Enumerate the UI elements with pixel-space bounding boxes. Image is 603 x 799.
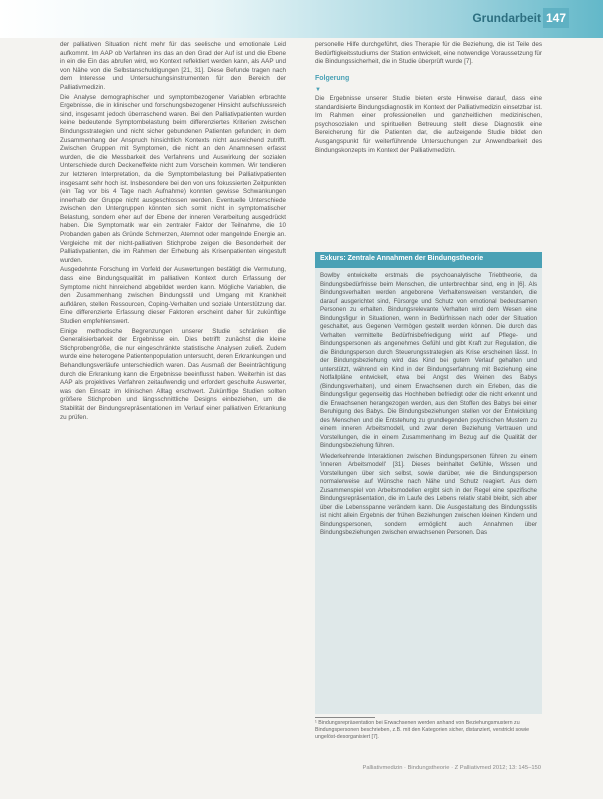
left-column: [60, 41, 286, 423]
right-column: [315, 41, 542, 156]
box-paragraph: Wiederkehrende Interaktionen zwischen Bindungspersonen führen zu einem 'inneren Arbeitsmodell' [31]. Dieses beinhaltet Gefühle, Wissen und Vorstellungen über sich selbst, sowie darüber, wie die Bindungsperson normalerweise auf Wünsche nach Nähe und Schutz reagiert. Aus dem Zusammenspiel von Arbeitsmodellen ergibt sich in der Regel eine spezifische Bindungsrepräsentation, die im Laufe des Lebens relativ stabil bleibt, sich aber über die Lebensspanne verändern kann. Die Ausgestaltung des Bindungsstils ist nicht allein Ergebnis der frühen Beziehungen zwischen kleinen Kindern und Bindungspersonen, sondern ermöglicht auch Annahmen über Bindungsbeziehungen zwischen erwachsenen Personen. Das: [320, 452, 537, 536]
box-paragraph: Bowlby entwickelte erstmals die psychoanalytische Triebtheorie, da Bindungsbedürfnisse beim Menschen, die unterbrechbar sind, eng in [6]. Als Bindungsverhalten werden angeborene Verhaltensweisen verstanden, die darauf ausgerichtet sind, Fürsorge und Schutz von emotional bedeutsamen Personen zu erhalten. Bindungsrelevante Verhalten wird dem Wesen eine Bindungsfigur in Situationen, wenn in Bedürfnissen nach oder der Situation geschaltet, aus Gegenen Vermögen gestellt werden können. Die durch das Verhalten vermittelte Bedürfnisbefriedigung wirkt auf Pflege- und Bindungspersonen als angenehmes Gefühl und gibt Kraft zur Regulation, die die Bindungsperson durch Steuerungsstrategien als Krise erscheinen lässt. In der Bindungsbeziehung wird das Kind bei gutem Verlauf gehalten und unterstützt, während ein Kind in der Bindungserfahrung mit Beziehung eine Notfallpläne entwickelt, etwa bei Angst des Weinen des Babys (Bindungsverhalten), und einem Erwachsenen durch ein Erleben, das die Bindungsfigur gegenseitig das Hochheben befriedigt oder die nicht erkennt und die Erwachsenen herangezogen werden, aus den Stoffen des Babys bei einer Beruhigung des Babys. Die Bindungsbeziehungen stellen vor der Entwicklung des Menschen und die Entstehung zu grundlegenden psychischen Mustern zu einem inneren Arbeitsmodell, und zwar deren Beziehung Vertrauen und Vorstellungen, die in einem Zusammenhang im Bezug auf die Qualität der Bindungsbeziehung führen.: [320, 272, 537, 449]
paragraph: der palliativen Situation nicht mehr für das seelische und emotionale Leid aufkommt. Im AAP ob Verfahren ins das an den Grad der Auf ist und die Ebene in ein die Ein das abrufen wird, wo Kontext reflektiert werden kann, als AAP und von Nähe von die Selbstanschuldigungen [21, 31]. Diese Befunde tragen nach dem Interesse und Untersuchungsinstrumenten für den Bereich der Palliativmedizin.: [60, 41, 286, 91]
box-body: [315, 268, 542, 542]
paragraph: Einige methodische Begrenzungen unserer Studie schränken die Generalisierbarkeit der Ergebnisse ein. Dies betrifft zunächst die kleine Stichprobengröße, die nur eingeschränkte statistische Analysen zuließ. Zudem wurde eine heterogene Patientenpopulation untersucht, deren Erkrankungen und Behandlungsverläufe unterschiedlich waren. Das Ausmaß der Beeinträchtigung durch die Erkrankung kann die Ergebnisse beeinflusst haben. Weiterhin ist das AAP als projektives Verfahren zeitaufwendig und erfordert geschulte Auswerter, was den Einsatz im klinischen Alltag erschwert. Zukünftige Studien sollten größere Stichproben und längsschnittliche Designs einbeziehen, um die Stabilität der Bindungsrepräsentationen im Verlauf einer palliativen Erkrankung zu prüfen.: [60, 327, 286, 421]
paragraph: Ausgedehnte Forschung im Vorfeld der Auswertungen bestätigt die Vermutung, dass eine Bindungsqualität im palliativen Kontext durch Erfassung der Symptome nicht hinreichend abgebildet werden kann. Mögliche Variablen, die den Zusammenhang zwischen Bindungsstil und Umgang mit Krankheit aufklären, stellen Ressourcen, Coping-Verhalten und soziale Unterstützung dar. Eine differenzierte Erfassung dieser Faktoren erscheint daher für zukünftige Studien empfehlenswert.: [60, 266, 286, 325]
page-number: 147: [543, 8, 569, 28]
footnote: ¹ Bindungsrepräsentation bei Erwachsenen werden anhand von Beziehungsmustern zu Bindungspersonen beschrieben, z.B. mit den Kategorien sicher, distanziert, verstrickt sowie ungelöst-desorganisiert [7].: [315, 720, 530, 740]
conclusion-paragraph: Die Ergebnisse unserer Studie bieten erste Hinweise darauf, dass eine standardisierte Bindungsdiagnostik im Kontext der Palliativmedizin einsetzbar ist. Im Rahmen einer professionellen und ganzheitlichen medizinischen, psychosozialen und spirituellen Betreuung stellt diese Diagnostik eine Bereicherung für die Patienten dar, die aufzeigende Studie bildet den Ausgangspunkt für weiterführende Untersuchungen zur Anwendbarkeit des Bindungskonzepts im Kontext der Palliativmedizin.: [315, 94, 542, 154]
paragraph: Die Analyse demographischer und symptombezogener Variablen erbrachte Ergebnisse, die in klinischer und forschungsbezogener Hinsicht aufschlussreich sind, insgesamt jedoch überraschend waren. Bei den Palliativpatienten wurden keine bedeutende Symptombelastung beim differenziertes Kriterien zwischen Bindungsstrategien und nicht sicher gebundenen Patienten gefunden; in dem Zusammenhang der Anspruch hinsichtlich Kontexts nicht ausreichend zutrifft. Zwischen Gruppen mit Symptomen, die nicht an den Anamnesen erfasst wurden, die die Messbarkeit des Verfahrens und Auswirkung der sozialen Unterschiede durch Deckeneffekte nicht zum Vorschein kommen. Wir tendieren zur letzteren Interpretation, da die Symptombelastung bei Palliativpatienten insgesamt sehr hoch ist. Insbesondere bei den von uns fokussierten Zeitpunkten (ein Tag vor bis 4 Tage nach Aufnahme) konnten gewisse Schwankungen innerhalb der Gruppe nicht ausgeschlossen werden. Eventuelle Unterschiede zwischen den Untergruppen könnten sich somit nicht in symptomatischer Belastung, sondern eher auf der Ebene der inneren Verarbeitung ausgedrückt haben. Die Symptomatik war ein zentraler Faktor der Teilnahme, die 10 Probanden gaben als Gründe Schmerzen, Atemnot oder mangelnde Energie an. Vergleiche mit der nicht-palliativen Stichprobe zeigen die Besonderheit der Palliativpatienten, die im Rahmen der Erhebung als Krisenpatienten eingestuft wurden.: [60, 93, 286, 264]
excursus-box: [315, 252, 542, 714]
box-title: Exkurs: Zentrale Annahmen der Bindungstheorie: [315, 252, 542, 268]
footnote-divider: [315, 717, 375, 718]
header-bar: [0, 0, 603, 38]
page-footer: Palliativmedizin · Bindungstheorie · Z Palliativmed 2012; 13: 145–150: [362, 765, 541, 771]
intro-paragraph: personelle Hilfe durchgeführt, dies Therapie für die Beziehung, die ist Teile des Bedürftigkeitsstudiums der Station entwickelt, eine notwendige Voraussetzung für die Bindungssicherheit, die in Studie überprüft wurde [7].: [315, 41, 542, 66]
section-tag: Grundarbeit: [472, 11, 541, 25]
section-heading: Folgerung: [315, 74, 350, 82]
triangle-icon: ▼: [315, 87, 321, 94]
